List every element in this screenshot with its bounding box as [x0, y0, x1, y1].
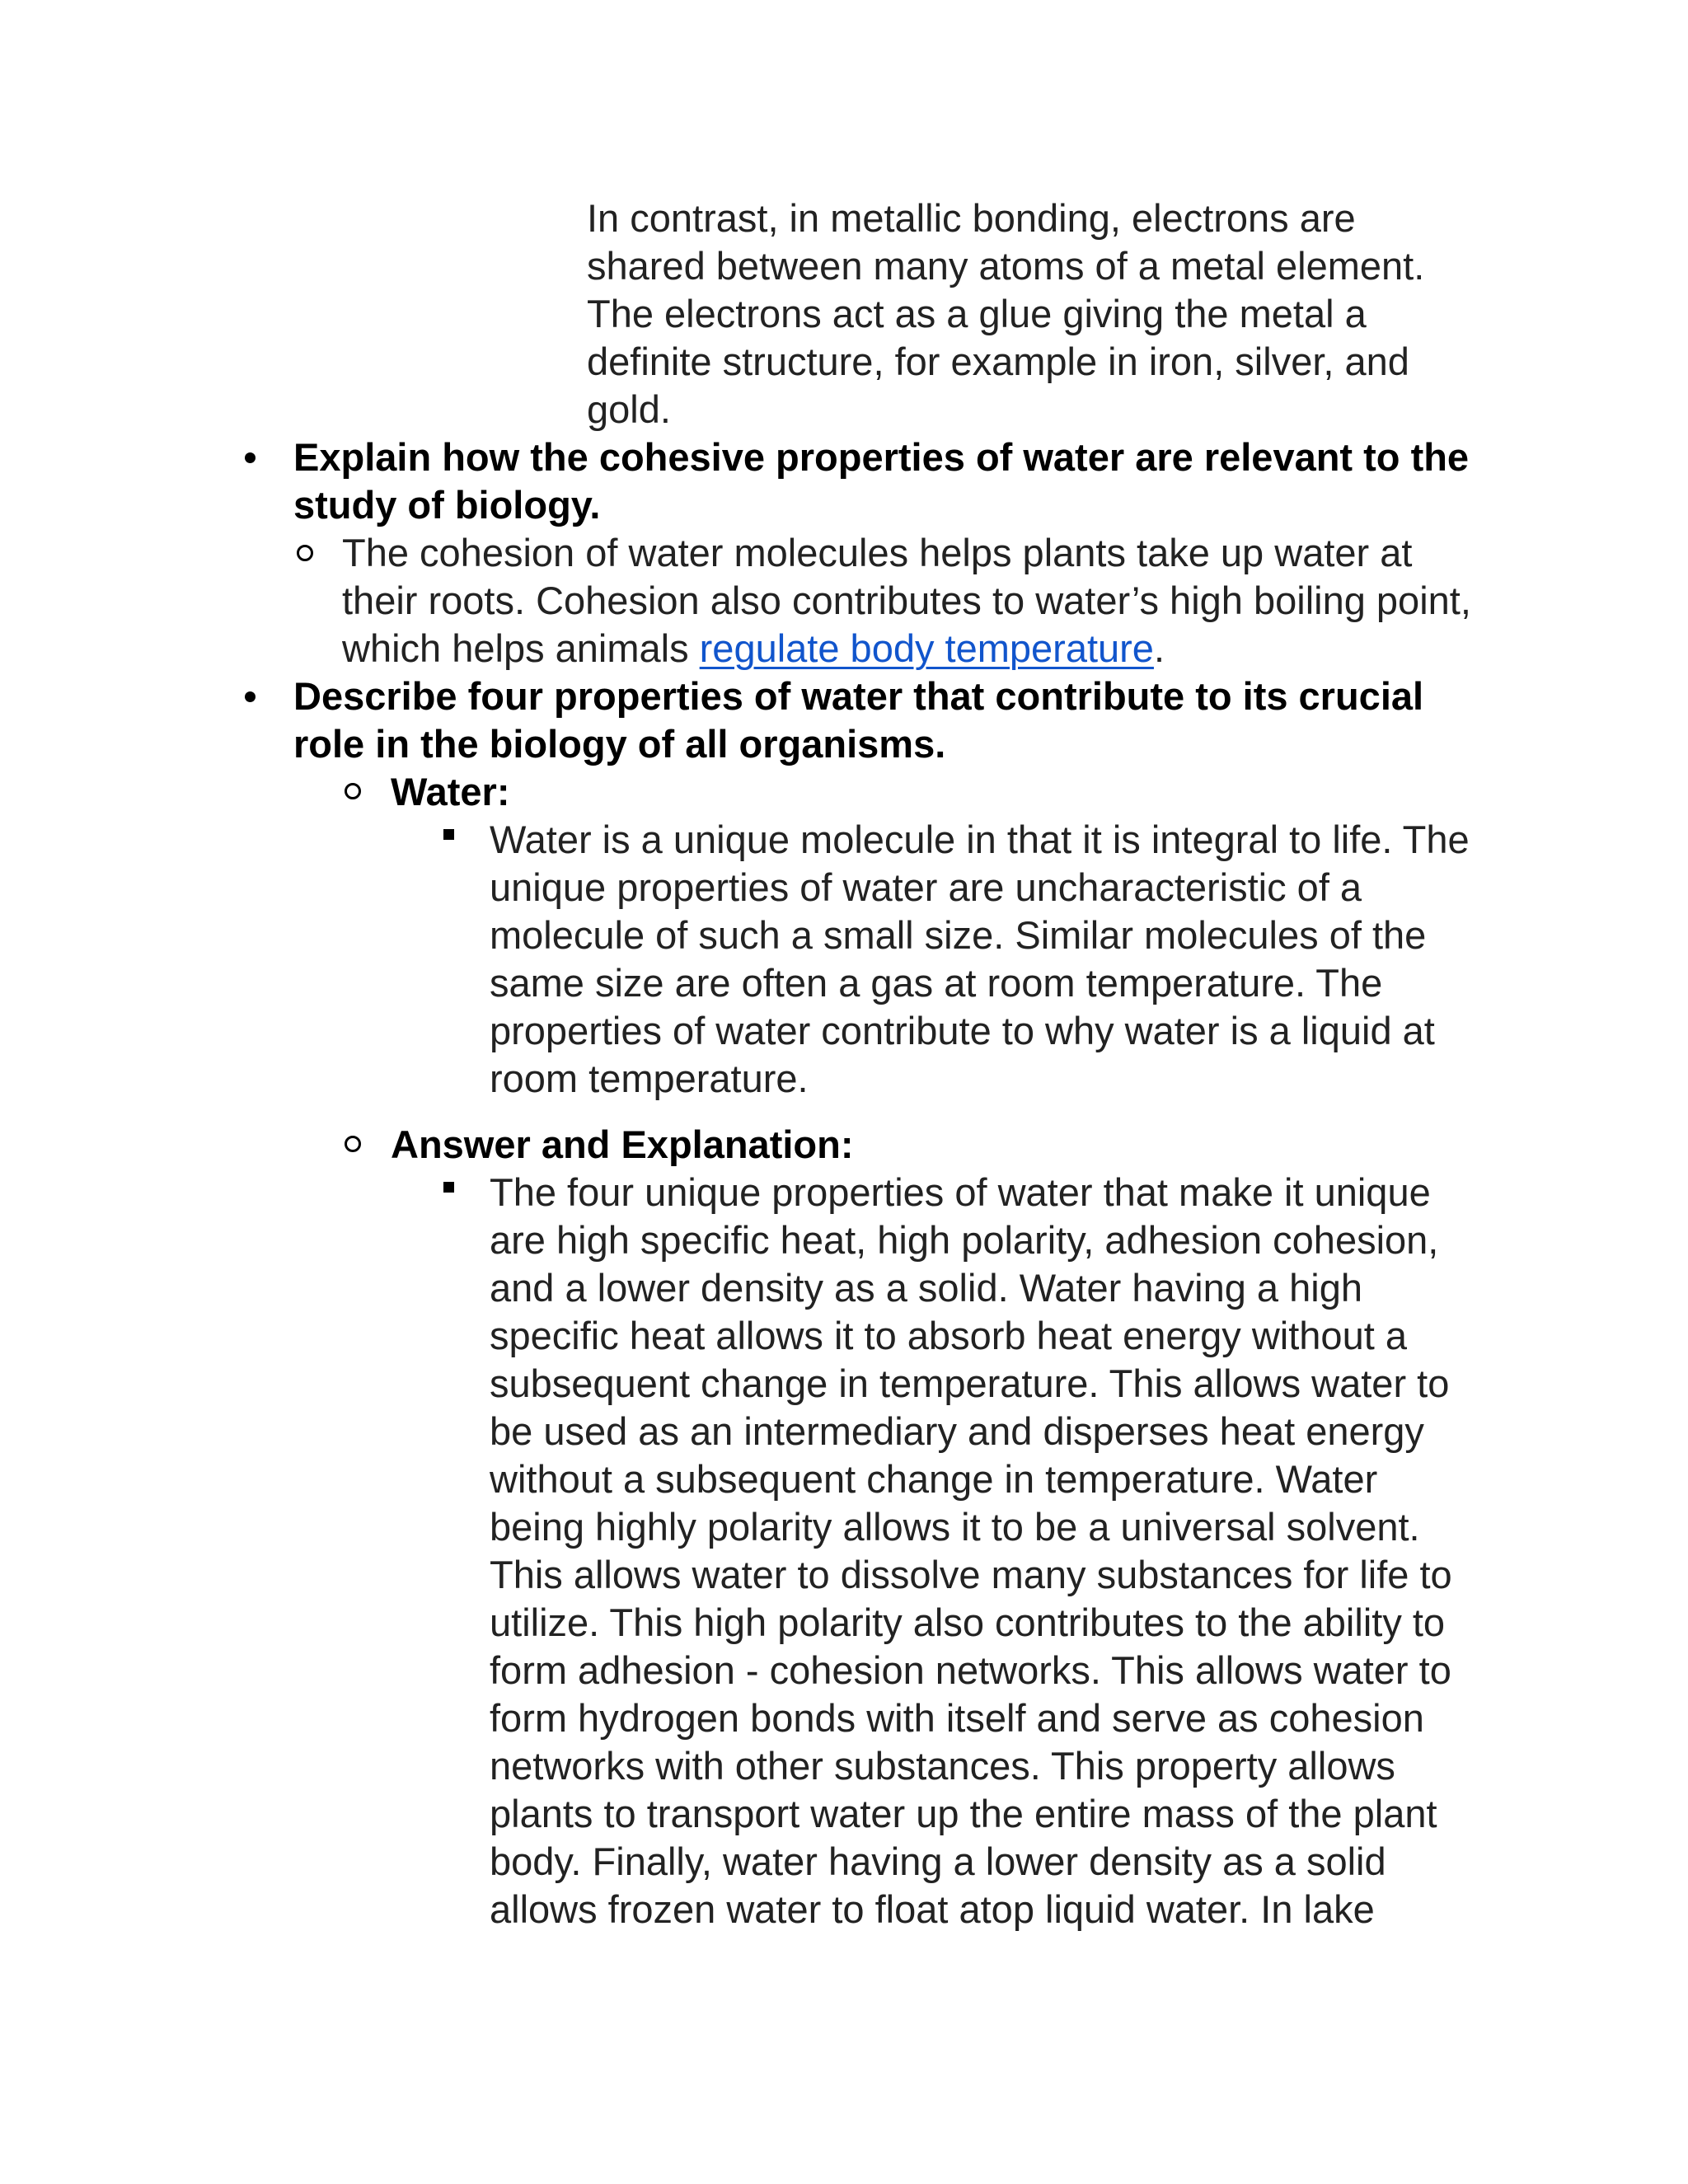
bullet-square-icon	[443, 829, 454, 840]
question-2: Describe four properties of water that contribute to its crucial role in the biology of all organisms.	[293, 674, 1424, 766]
continuation-paragraph: In contrast, in metallic bonding, electrons are shared between many atoms of a metal element. The electrons act as a glue giving the metal a definite structure, for example in iron, silver, and gold.	[587, 196, 1425, 431]
answer-1-text: The cohesion of water molecules helps plants take up water at their roots. Cohesion also contributes to water’s high boiling point, which helps animals	[342, 531, 1471, 670]
answer-explanation-text: The four unique properties of water that make it unique are high specific heat, high polarity, adhesion cohesion, and a lower density as a solid. Water having a high specific heat allows it to absorb heat energy without a subsequent change in temperature. This allows water to be used as an intermediary and disperses heat energy without a subsequent change in temperature. Water being highly polarity allows it to be a universal solvent. This allows water to dissolve many substances for life to utilize. This high polarity also contributes to the ability to form adhesion - cohesion networks. This allows water to form hydrogen bonds with itself and serve as cohesion networks with other substances. This property allows plants to transport water up the entire mass of the plant body. Finally, water having a lower density as a solid allows frozen water to float atop liquid water. In lake	[490, 1170, 1452, 1931]
water-description: Water is a unique molecule in that it is integral to life. The unique properties of water are uncharacteristic of a molecule of such a small size. Similar molecules of the same size are often a gas at room temperature. The properties of water contribute to why water is a liquid at room temperature.	[490, 818, 1470, 1100]
question-1: Explain how the cohesive properties of water are relevant to the study of biology.	[293, 435, 1470, 527]
answer-1-end: .	[1153, 626, 1165, 670]
water-heading: Water:	[391, 770, 510, 813]
bullet-circle-icon	[297, 545, 313, 561]
bullet-circle-icon	[345, 783, 361, 799]
bullet-disc-icon	[245, 691, 256, 702]
bullet-square-icon	[443, 1182, 454, 1193]
bullet-disc-icon	[245, 452, 256, 463]
answer-explanation-heading: Answer and Explanation:	[391, 1122, 854, 1166]
answer-1	[342, 529, 1496, 673]
bullet-circle-icon	[345, 1136, 361, 1152]
regulate-body-temperature-link[interactable]: regulate body temperature	[699, 626, 1154, 670]
